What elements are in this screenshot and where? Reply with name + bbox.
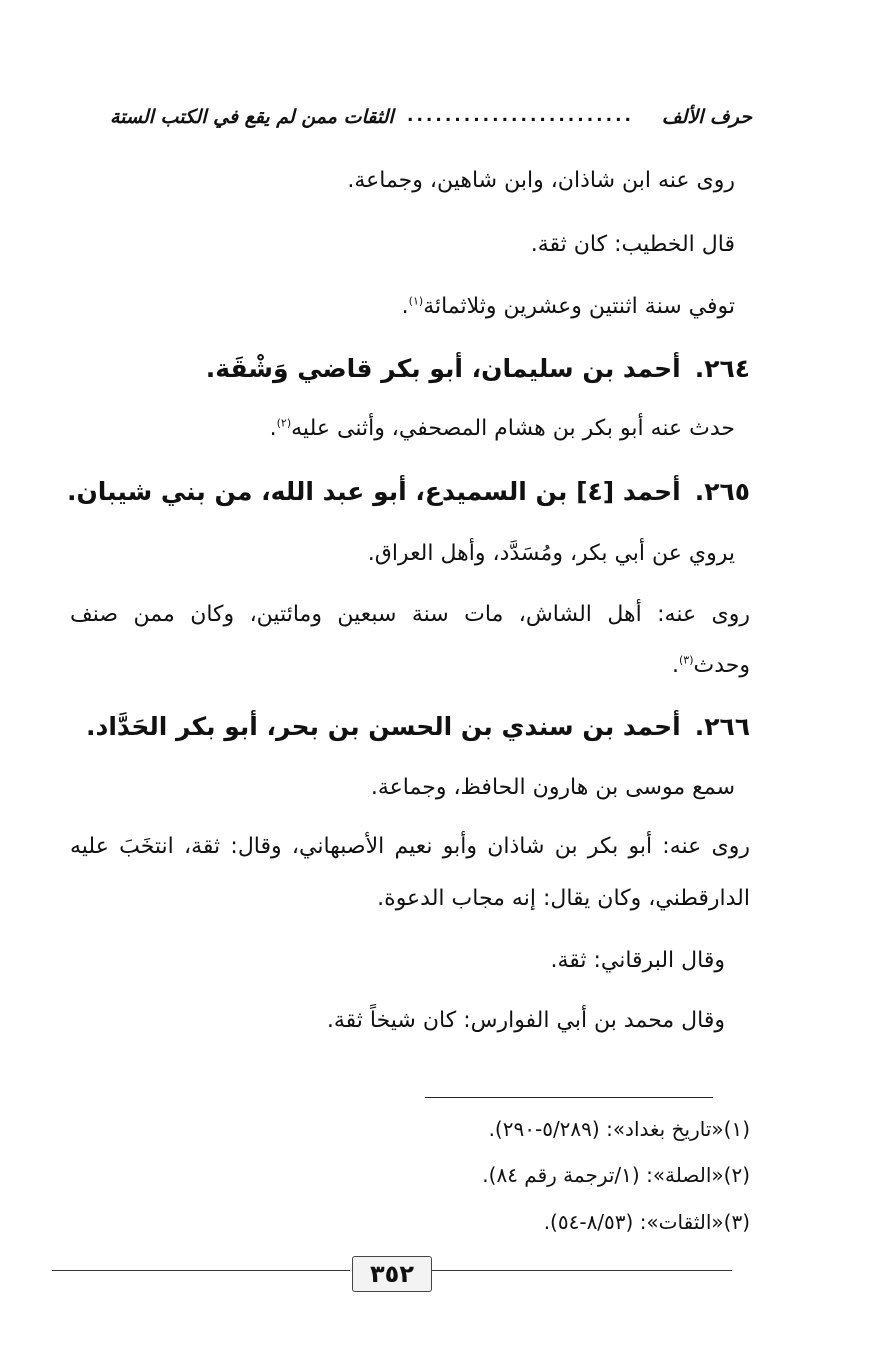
- entry-264-name: أحمد بن سليمان، أبو بكر قاضي وَشْقَة.: [205, 354, 681, 383]
- footer-rule-right: [432, 1270, 732, 1271]
- entry-266-number: ٢٦٦.: [694, 712, 750, 741]
- entry-265-heading: [67, 477, 750, 506]
- running-header: [110, 106, 752, 140]
- entry-265-text-end: وحدث: [693, 653, 750, 678]
- footnote-ref-3: (٣): [679, 653, 694, 667]
- header-section-title: حرف الألف: [661, 106, 752, 128]
- entry-265-number: ٢٦٥.: [694, 477, 750, 506]
- header-book-title: الثقات ممن لم يقع في الكتب الستة: [110, 106, 394, 128]
- entry-265-name: أحمد [٤] بن السميدع، أبو عبد الله، من بني شيبان.: [66, 477, 681, 506]
- header-leader-dots: ........................: [407, 106, 634, 126]
- footnote-2: (٢)«الصلة»: (١/ترجمة رقم ٨٤).: [482, 1163, 750, 1187]
- paragraph-death-year: [402, 294, 735, 319]
- footnote-1: (١)«تاريخ بغداد»: (٥/٢٨٩-٢٩٠).: [488, 1117, 750, 1141]
- paragraph-barqani-quote: وقال البرقاني: ثقة.: [550, 948, 725, 973]
- paragraph-entry-266-teachers: سمع موسى بن هارون الحافظ، وجماعة.: [370, 775, 735, 800]
- footnote-separator: [425, 1097, 713, 1098]
- paragraph-entry-265-line1: روى عنه: أهل الشاش، مات سنة سبعين ومائتين، وكان ممن صنف: [70, 602, 750, 627]
- paragraph-entry-265-line2: [672, 653, 750, 678]
- entry-264-end: .: [269, 416, 277, 441]
- death-year-end: .: [401, 294, 409, 319]
- paragraph-entry-265-teachers: يروي عن أبي بكر، ومُسَدَّد، وأهل العراق.: [367, 541, 735, 566]
- death-year-text: توفي سنة اثنتين وعشرين وثلاثمائة: [423, 294, 735, 319]
- entry-264-number: ٢٦٤.: [694, 354, 750, 383]
- paragraph-narrators: روى عنه ابن شاذان، وابن شاهين، وجماعة.: [347, 168, 735, 193]
- entry-265-period: .: [672, 653, 679, 678]
- page-number: ٣٥٢: [352, 1256, 432, 1292]
- footnote-3: (٣)«الثقات»: (٨/٥٣-٥٤).: [543, 1210, 750, 1234]
- footer-rule-left: [52, 1270, 350, 1271]
- paragraph-entry-266-line2: الدارقطني، وكان يقال: إنه مجاب الدعوة.: [377, 886, 750, 911]
- entry-266-name: أحمد بن سندي بن الحسن بن بحر، أبو بكر الحَدَّاد.: [86, 712, 681, 741]
- entry-264-text: حدث عنه أبو بكر بن هشام المصحفي، وأثنى عليه: [291, 416, 735, 441]
- footnote-ref-2: (٢): [276, 416, 292, 430]
- entry-266-heading: [86, 712, 750, 741]
- footnote-ref-1: (١): [408, 294, 424, 308]
- paragraph-khatib-quote: قال الخطيب: كان ثقة.: [530, 232, 735, 257]
- paragraph-abi-fawaris-quote: وقال محمد بن أبي الفوارس: كان شيخاً ثقة.: [326, 1008, 725, 1033]
- paragraph-entry-264: [270, 416, 735, 441]
- entry-264-heading: [206, 354, 750, 383]
- paragraph-entry-266-line1: روى عنه: أبو بكر بن شاذان وأبو نعيم الأصبهاني، وقال: ثقة، انتخَبَ عليه: [70, 834, 750, 859]
